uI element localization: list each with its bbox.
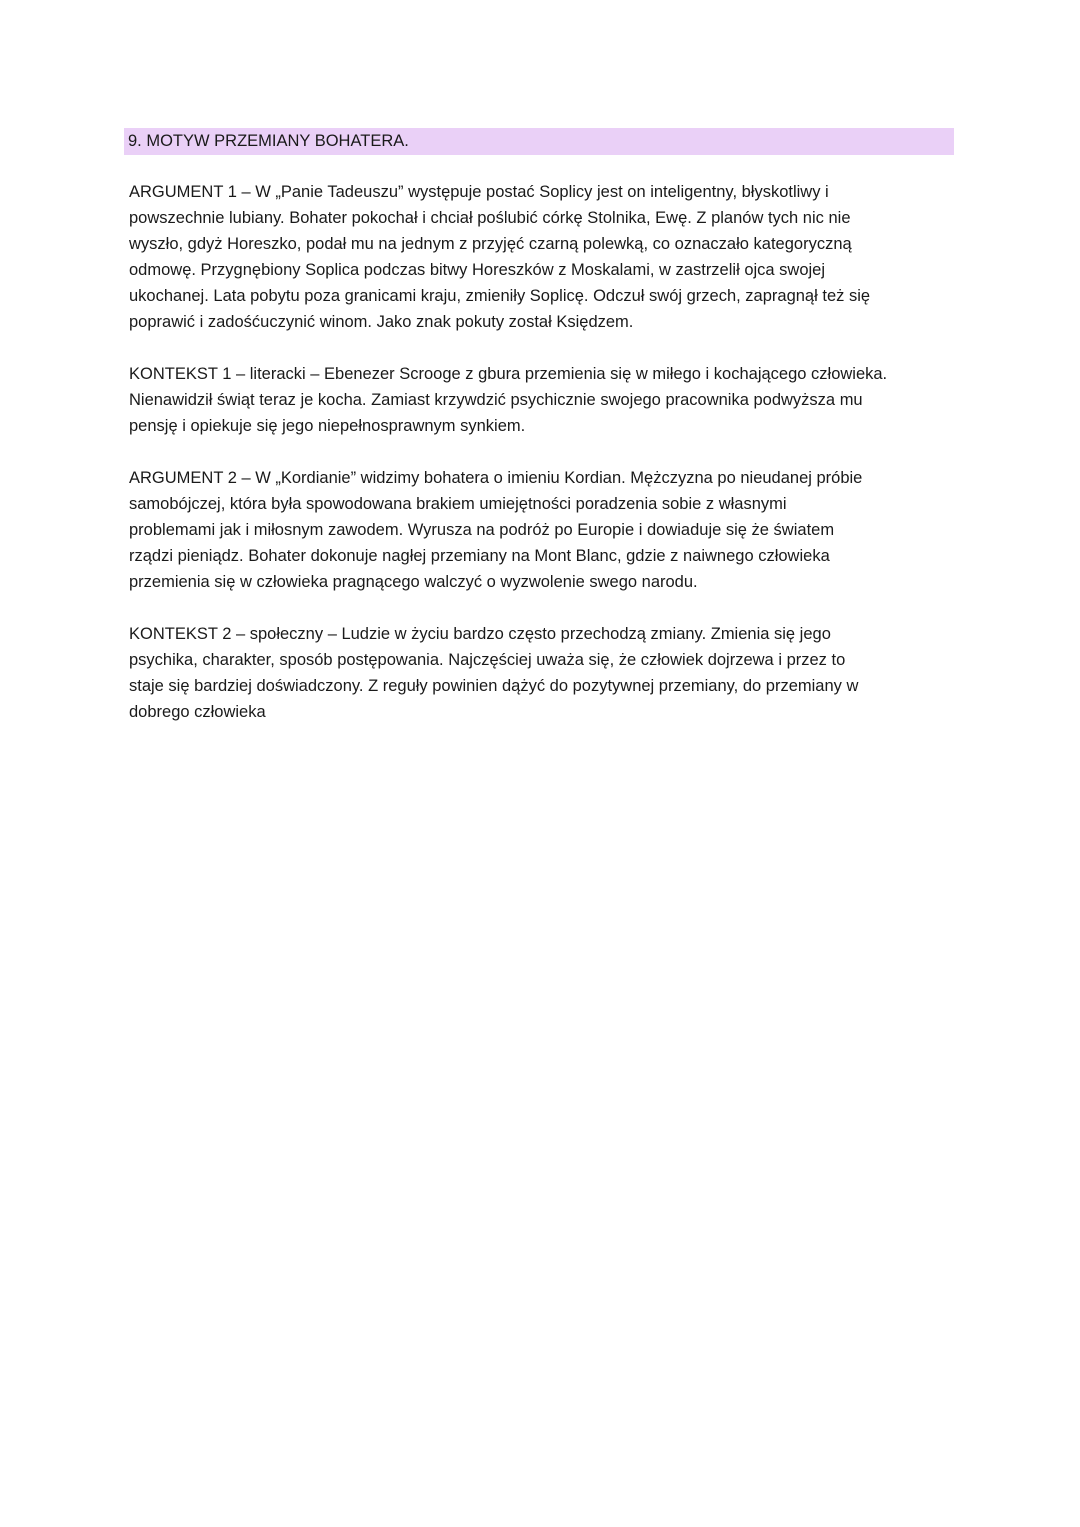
text-line: problemami jak i miłosnym zawodem. Wyrusza na podróż po Europie i dowiaduje się że światem (129, 521, 835, 539)
paragraph-context-1 (129, 361, 949, 439)
text-line: ukochanej. Lata pobytu poza granicami kraju, zmieniły Soplicę. Odczuł swój grzech, zapragnął też się (129, 287, 871, 305)
text-line: psychika, charakter, sposób postępowania. Najczęściej uważa się, że człowiek dojrzewa i przez to (129, 651, 846, 669)
paragraph-context-2 (129, 621, 949, 725)
text-line: ARGUMENT 1 – W „Panie Tadeuszu” występuje postać Soplicy jest on inteligentny, błyskotliwy i (129, 183, 829, 201)
text-line: KONTEKST 2 – społeczny – Ludzie w życiu bardzo często przechodzą zmiany. Zmienia się jego (129, 625, 831, 643)
text-line: dobrego człowieka (129, 703, 266, 721)
text-line: ARGUMENT 2 – W „Kordianie” widzimy bohatera o imieniu Kordian. Mężczyzna po nieudanej próbie (129, 469, 863, 487)
text-line: rządzi pieniądz. Bohater dokonuje nagłej przemiany na Mont Blanc, gdzie z naiwnego człowieka (129, 547, 830, 565)
text-line: powszechnie lubiany. Bohater pokochał i chciał poślubić córkę Stolnika, Ewę. Z planów tych nic nie (129, 209, 851, 227)
section-heading (124, 128, 954, 155)
text-line: staje się bardziej doświadczony. Z reguły powinien dążyć do pozytywnej przemiany, do przemiany w (129, 677, 859, 695)
paragraph-argument-2 (129, 465, 949, 595)
section-heading-text: 9. MOTYW PRZEMIANY BOHATERA. (128, 132, 409, 150)
text-line: odmowę. Przygnębiony Soplica podczas bitwy Horeszków z Moskalami, w zastrzelił ojca swojej (129, 261, 826, 279)
text-line: samobójczej, która była spowodowana brakiem umiejętności poradzenia sobie z własnymi (129, 495, 787, 513)
text-line: pensję i opiekuje się jego niepełnosprawnym synkiem. (129, 417, 526, 435)
text-line: KONTEKST 1 – literacki – Ebenezer Scrooge z gbura przemienia się w miłego i kochającego człowieka. (129, 365, 888, 383)
document-body (129, 179, 949, 751)
text-line: Nienawidził świąt teraz je kocha. Zamiast krzywdzić psychicznie swojego pracownika podwyższa mu (129, 391, 863, 409)
paragraph-argument-1 (129, 179, 949, 335)
text-line: wyszło, gdyż Horeszko, podał mu na jednym z przyjęć czarną polewką, co oznaczało kategoryczną (129, 235, 852, 253)
text-line: poprawić i zadośćuczynić winom. Jako znak pokuty został Księdzem. (129, 313, 634, 331)
text-line: przemienia się w człowieka pragnącego walczyć o wyzwolenie swego narodu. (129, 573, 698, 591)
